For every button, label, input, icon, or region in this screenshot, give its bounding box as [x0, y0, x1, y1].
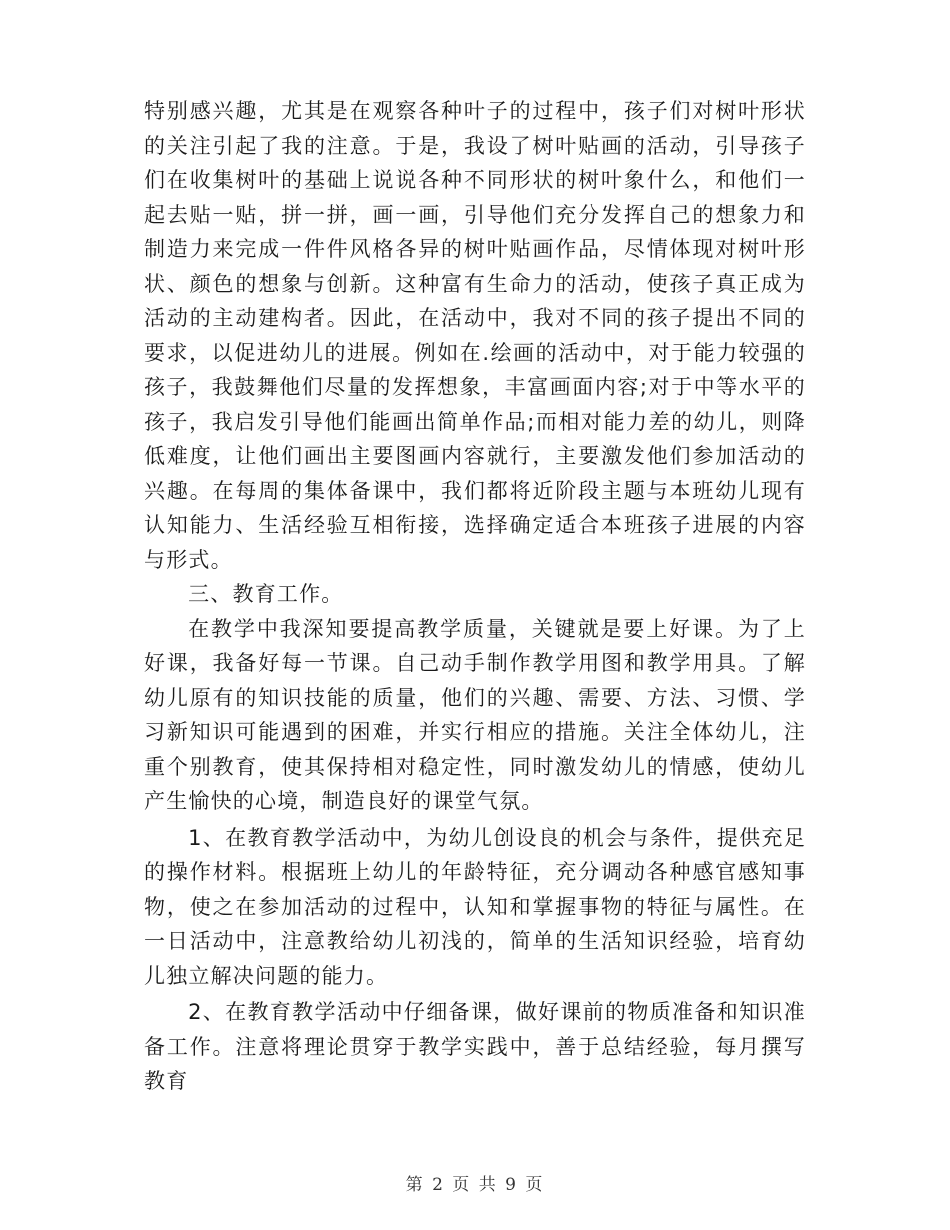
paragraph-teaching: 在教学中我深知要提高教学质量，关键就是要上好课。为了上好课，我备好每一节课。自己动手制作教学用图和教学用具。了解幼儿原有的知识技能的质量，他们的兴趣、需要、方法、习惯、学习新知识可能遇到的困难，并实行相应的措施。关注全体幼儿，注重个别教育，使其保持相对稳定性，同时激发幼儿的情感，使幼儿产生愉快的心境，制造良好的课堂气氛。	[144, 616, 806, 813]
document-body	[144, 94, 806, 1099]
page-number-footer: 第 2 页 共 9 页	[405, 1175, 545, 1195]
paragraph-continuation: 特别感兴趣，尤其是在观察各种叶子的过程中，孩子们对树叶形状的关注引起了我的注意。于是，我设了树叶贴画的活动，引导孩子们在收集树叶的基础上说说各种不同形状的树叶象什么，和他们一起去贴一贴，拼一拼，画一画，引导他们充分发挥自己的想象力和制造力来完成一件件风格各异的树叶贴画作品，尽情体现对树叶形状、颜色的想象与创新。这种富有生命力的活动，使孩子真正成为活动的主动建构者。因此，在活动中，我对不同的孩子提出不同的要求，以促进幼儿的进展。例如在.绘画的活动中，对于能力较强的孩子，我鼓舞他们尽量的发挥想象，丰富画面内容;对于中等水平的孩子，我启发引导他们能画出简单作品;而相对能力差的幼儿，则降低难度，让他们画出主要图画内容就行，主要激发他们参加活动的兴趣。在每周的集体备课中，我们都将近阶段主题与本班幼儿现有认知能力、生活经验互相衔接，选择确定适合本班孩子进展的内容与形式。	[144, 99, 806, 572]
section-heading-education: 三、教育工作。	[188, 582, 344, 606]
paragraph-item-1: 1、在教育教学活动中，为幼儿创设良的机会与条件，提供充足的操作材料。根据班上幼儿的年龄特征，充分调动各种感官感知事物，使之在参加活动的过程中，认知和掌握事物的特征与属性。在一日活动中，注意教给幼儿初浅的，简单的生活知识经验，培育幼儿独立解决问题的能力。	[144, 825, 806, 988]
paragraph-item-2: 2、在教育教学活动中仔细备课，做好课前的物质准备和知识准备工作。注意将理论贯穿于教学实践中，善于总结经验，每月撰写教育	[144, 1000, 806, 1093]
